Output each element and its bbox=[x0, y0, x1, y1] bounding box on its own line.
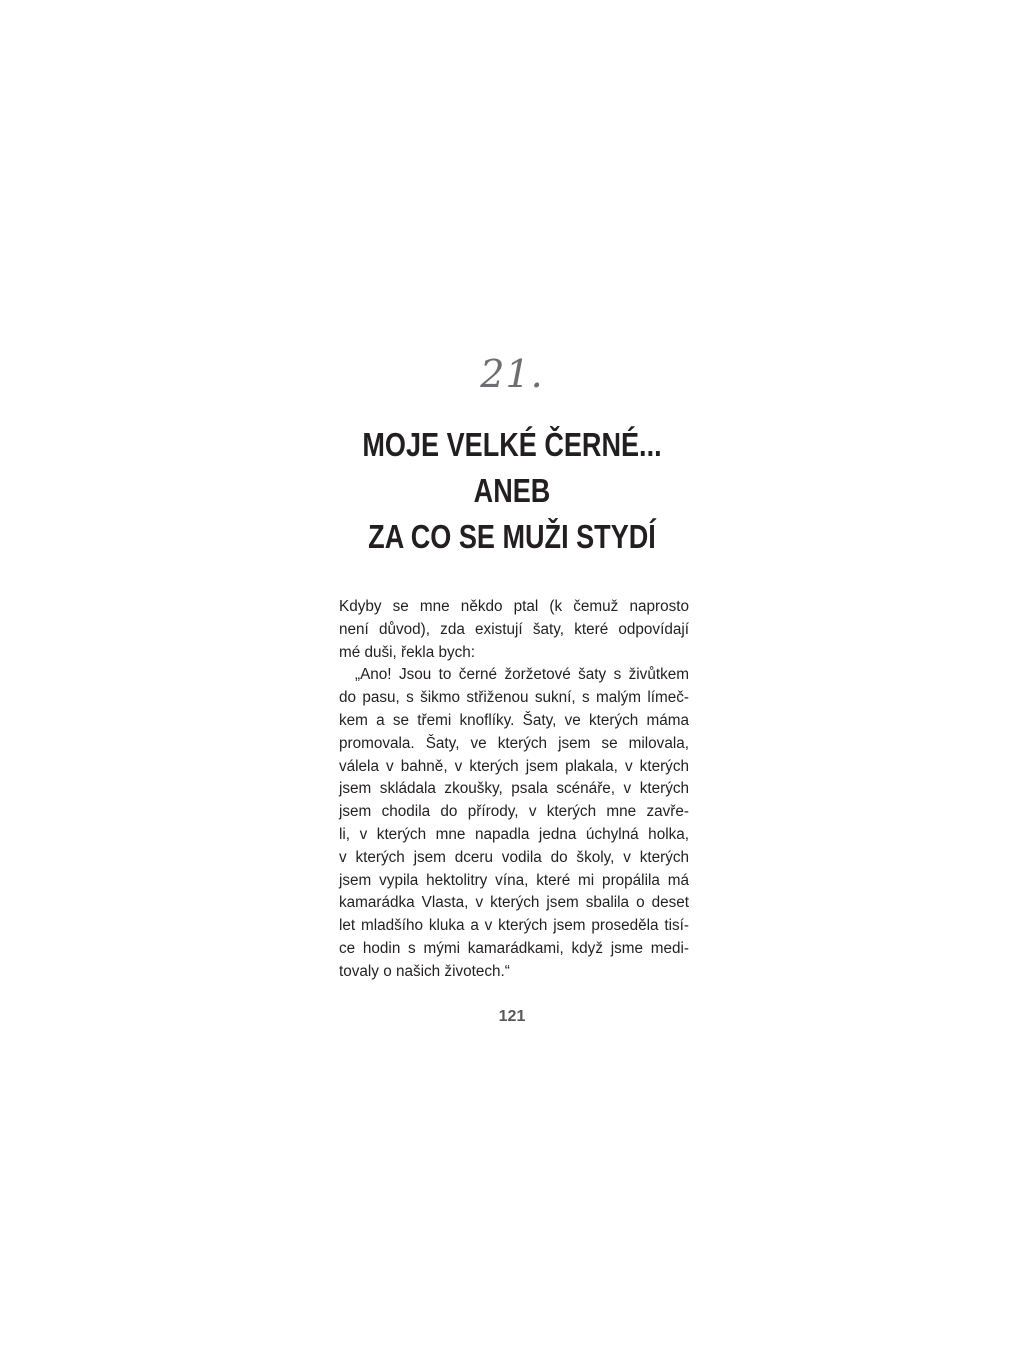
body-line: jsem vypila hektolitry vína, které mi propálila má bbox=[339, 871, 689, 889]
body-line: li, v kterých mne napadla jedna úchylná holka, bbox=[339, 825, 689, 843]
chapter-title bbox=[92, 422, 932, 560]
body-line: válela v bahně, v kterých jsem plakala, v kterých bbox=[339, 757, 689, 775]
body-line: Kdyby se mne někdo ptal (k čemuž naprosto bbox=[339, 598, 689, 615]
body-line: ce hodin s mými kamarádkami, když jsme medi- bbox=[339, 939, 689, 957]
body-line: jsem skládala zkoušky, psala scénáře, v kterých bbox=[339, 780, 689, 798]
body-line: let mladšího kluka a v kterých jsem proseděla tisí- bbox=[339, 917, 689, 935]
body-line: jsem chodila do přírody, v kterých mne zavře- bbox=[339, 803, 689, 821]
chapter-title-line-2: ANEB bbox=[473, 472, 551, 509]
body-line: tovaly o našich životech.“ bbox=[339, 962, 510, 980]
body-line: promovala. Šaty, ve kterých jsem se milovala, bbox=[339, 734, 689, 752]
body-line: není důvod), zda existují šaty, které odpovídají bbox=[339, 620, 689, 638]
body-paragraphs bbox=[339, 596, 689, 984]
body-line: „Ano! Jsou to černé žoržetové šaty s živůtkem bbox=[355, 666, 689, 684]
chapter-number: 21. bbox=[480, 352, 544, 396]
body-line: v kterých jsem dceru vodila do školy, v kterých bbox=[339, 848, 689, 866]
body-line: mé duši, řekla bych: bbox=[339, 643, 476, 661]
body-line: kem a se třemi knoflíky. Šaty, ve kterých máma bbox=[339, 711, 689, 729]
chapter-title-line-3: ZA CO SE MUŽI STYDÍ bbox=[368, 518, 656, 555]
chapter-title-line-1: MOJE VELKÉ ČERNÉ... bbox=[362, 426, 662, 463]
body-line: do pasu, s šikmo střiženou sukní, s malým límeč- bbox=[339, 689, 689, 707]
body-line: kamarádka Vlasta, v kterých jsem sbalila o deset bbox=[339, 894, 689, 912]
page-number: 121 bbox=[498, 1008, 526, 1025]
